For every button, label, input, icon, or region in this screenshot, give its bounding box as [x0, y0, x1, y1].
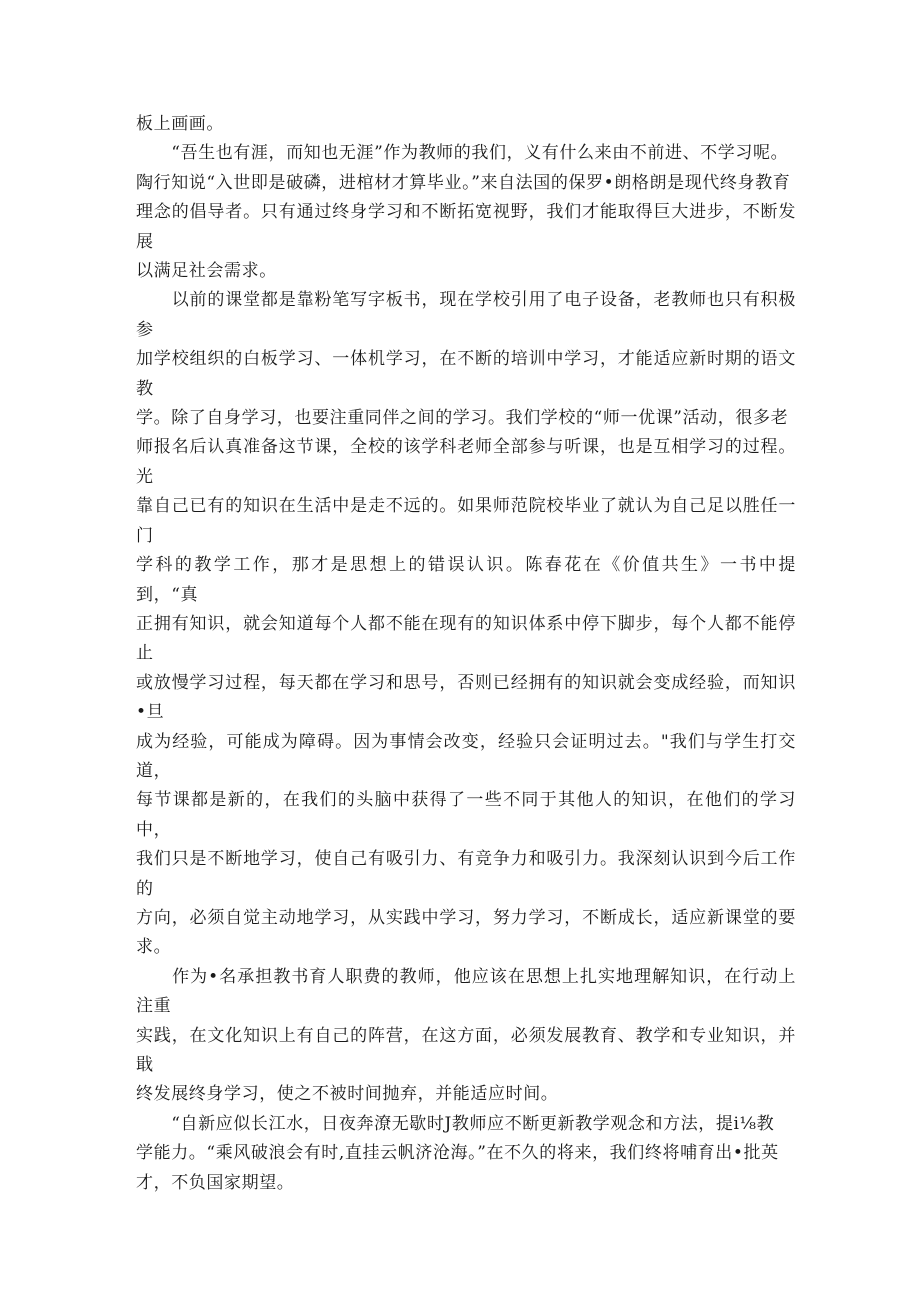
body-text: [136, 110, 796, 1198]
paragraph-3: 以前的课堂都是靠粉笔写字板书，现在学校引用了电子设备，老教师也只有积极参 加学校组织的白板学习、一体机学习，在不断的培训中学习，才能适应新时期的语文教 学。除了自身学习，也要注重同伴之间的学习。我们学校的“师一优课”活动，很多老 师报名后认真准备这节课，全校的该学科老师全部参与听课，也是互相学习的过程。光 靠自己已有的知识在生活中是走不远的。如果师范院校毕业了就认为自己足以胜任一门 学科的教学工作，那才是思想上的错误认识。陈春花在《价值共生》一书中提到，“真 正拥有知识，就会知道每个人都不能在现有的知识体系中停下脚步，每个人都不能停止 或放慢学习过程，每天都在学习和思号，否则已经拥有的知识就会变成经验，而知识•旦 成为经验，可能成为障碍。因为事情会改变，经验只会证明过去。"我们与学生打交道， 每节课都是新的，在我们的头脑中获得了一些不同于其他人的知识，在他们的学习中， 我们只是不断地学习，使自己有吸引力、有竞争力和吸引力。我深刻认识到今后工作的 方向，必须自觉主动地学习，从实践中学习，努力学习，不断成长，适应新课堂的要求。: [136, 290, 796, 958]
paragraph-2: “吾生也有涯，而知也无涯”作为教师的我们，义有什么来由不前进、不学习呢。 陶行知说“入世即是破磷，进棺材才算毕业。”来自法国的保罗•朗格朗是现代终身教育 理念的倡导者。只有通过终身学习和不断拓宽视野，我们才能取得巨大进步，不断发展 以满足社会需求。: [136, 143, 796, 282]
paragraph-1: 板上画画。: [136, 114, 224, 134]
paragraph-4: 作为•名承担教书育人职费的教师，他应该在思想上扎实地理解知识，在行动上注重 实践，在文化知识上有自己的阵营，在这方面，必须发展教育、教学和专业知识，并戢 终发展终身学习，使之不被时间抛弃，并能适应时间。: [136, 966, 796, 1105]
paragraph-5: “自新应似长江水，日夜奔潦无歇时J教师应不断更新教学观念和方法，提i⅛教 学能力。“乘风破浪会有时,直挂云帆济沧海。”在不久的将来，我们终将哺育出•批英 才，不负国家期望。: [136, 1113, 779, 1193]
